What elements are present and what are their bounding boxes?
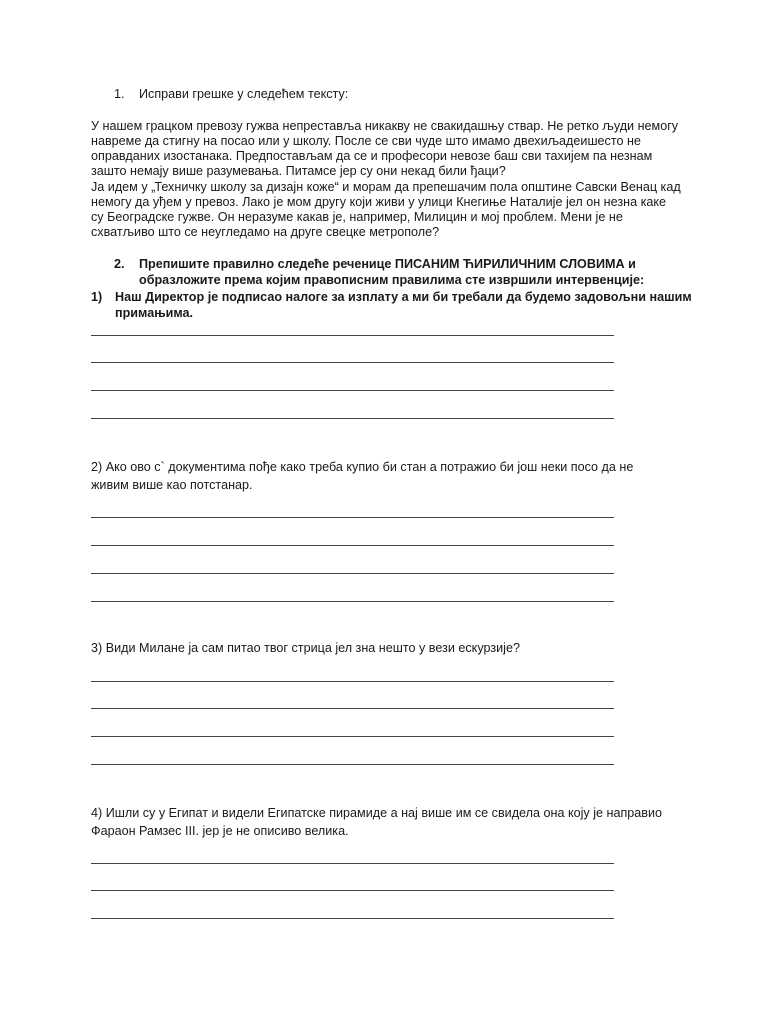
answer-line[interactable] bbox=[91, 736, 614, 737]
item1-line1: Наш Директор је подписао налоге за изплату а ми би требали да будемо задовољни нашим bbox=[115, 290, 692, 304]
paragraph-line: зашто немају више разумевања. Питамсе јер су они некад били ђаци? bbox=[91, 164, 506, 178]
task2-number: 2. bbox=[114, 257, 125, 271]
paragraph-line: У нашем грацком превозу гужва непреставља никакву не свакидашњу ствар. Не ретко људи немогу bbox=[91, 119, 679, 133]
answer-line[interactable] bbox=[91, 708, 614, 709]
item3-line1: 3) Види Милане ја сам питао твог стрица јел зна нешто у вези ескурзије? bbox=[91, 641, 520, 655]
answer-line[interactable] bbox=[91, 545, 614, 546]
paragraph-line: схватљиво што се неугледамо на друге свецке метрополе? bbox=[91, 225, 440, 239]
task2-title-line2: образложите према којим правописним правилима сте извршили интервенције: bbox=[139, 273, 645, 287]
paragraph-line: оправданих изостанака. Предпостављам да се и професори невозе баш сви тахијем па незнам bbox=[91, 149, 653, 163]
answer-line[interactable] bbox=[91, 863, 614, 864]
task2-title-line1: Препишите правилно следеће реченице ПИСАНИМ ЋИРИЛИЧНИМ СЛОВИМА и bbox=[139, 257, 636, 271]
paragraph-line: су Беогрaдске гужве. Он неразуме какав је, например, Милицин и мој проблем. Мени је не bbox=[91, 210, 623, 224]
item2-line2: живим више као потстанар. bbox=[91, 478, 253, 492]
item1-number: 1) bbox=[91, 290, 103, 304]
answer-line[interactable] bbox=[91, 681, 614, 682]
answer-line[interactable] bbox=[91, 362, 614, 363]
paragraph-line: навреме да стигну на посао или у школу. После се сви чуде што имамо двехиљадеишесто не bbox=[91, 134, 641, 148]
answer-line[interactable] bbox=[91, 418, 614, 419]
answer-line[interactable] bbox=[91, 573, 614, 574]
paragraph-line: немогу да уђем у превоз. Лако је мом другу који живи у улици Кнегиње Наталије јел он незна каке bbox=[91, 195, 667, 209]
paragraph-line: Ја идем у „Техничку школу за дизајн коже“ и морам да препешачим пола општине Савски Венац кад bbox=[91, 180, 681, 194]
task1-title: Исправи грешке у следећем тексту: bbox=[139, 87, 349, 101]
task1-number: 1. bbox=[114, 87, 125, 101]
answer-line[interactable] bbox=[91, 601, 614, 602]
item1-line2: примањима. bbox=[115, 306, 194, 320]
answer-line[interactable] bbox=[91, 390, 614, 391]
item4-line1: 4) Ишли су у Египат и видели Египатске пирамиде а нај више им се свидела она коју је направио bbox=[91, 806, 663, 820]
item2-line1: 2) Ако ово с` документима пође како треба купио би стан а потражио би још неки посо да не bbox=[91, 460, 634, 474]
answer-line[interactable] bbox=[91, 890, 614, 891]
answer-line[interactable] bbox=[91, 918, 614, 919]
answer-line[interactable] bbox=[91, 517, 614, 518]
answer-line[interactable] bbox=[91, 335, 614, 336]
item4-line2: Фараон Рамзес III. јер је не описиво велика. bbox=[91, 824, 349, 838]
answer-line[interactable] bbox=[91, 764, 614, 765]
